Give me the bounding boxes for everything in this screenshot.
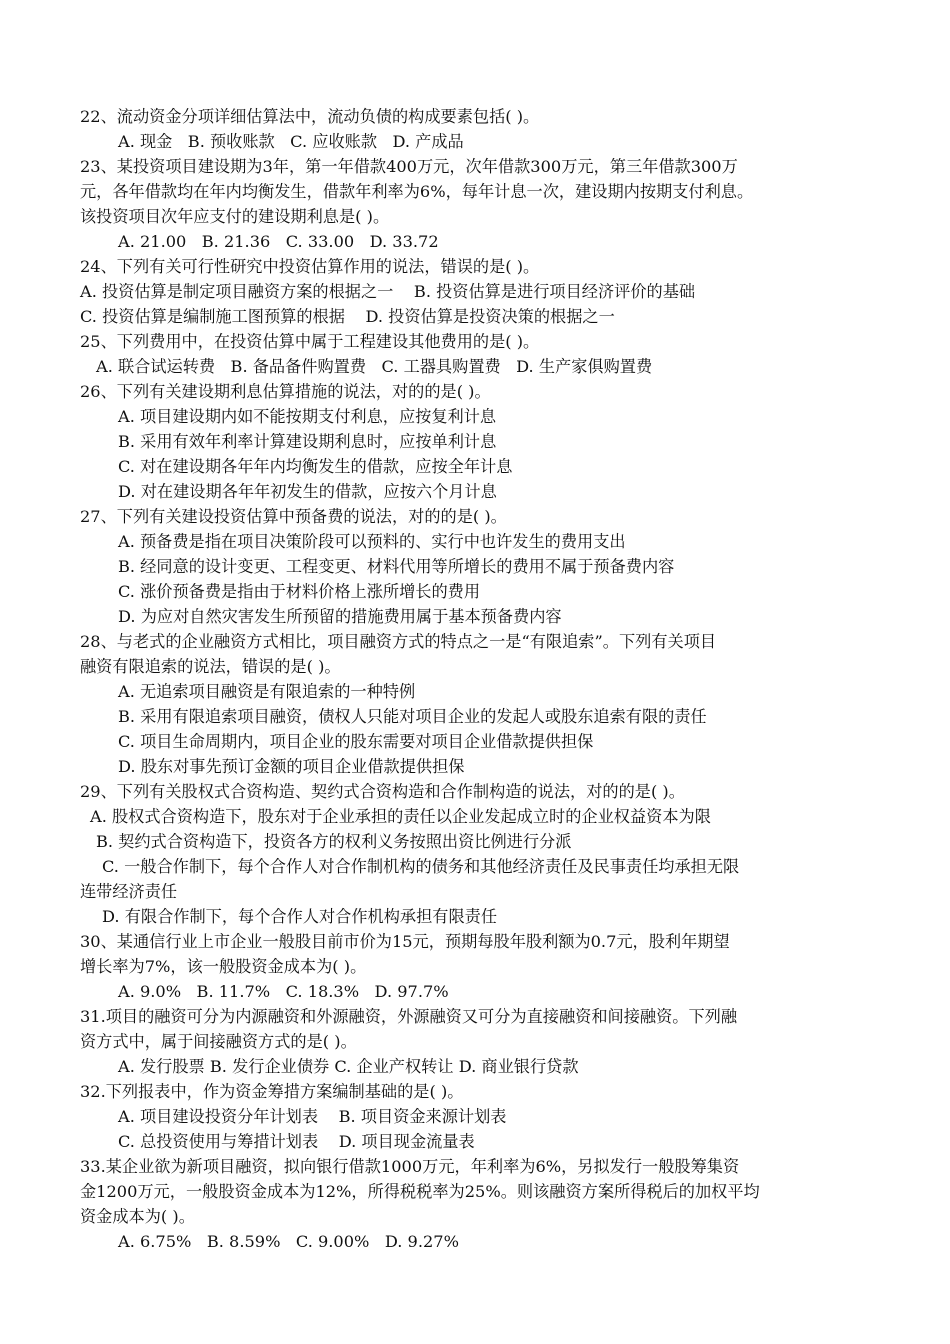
- text-line: A. 项目建设期内如不能按期支付利息，应按复利计息: [118, 407, 497, 426]
- text-line: 24、下列有关可行性研究中投资估算作用的说法，错误的是( )。: [80, 257, 540, 276]
- text-line: D. 股东对事先预订金额的项目企业借款提供担保: [118, 757, 465, 776]
- text-line: A. 21.00 B. 21.36 C. 33.00 D. 33.72: [118, 232, 439, 251]
- text-line: 26、下列有关建设期利息估算措施的说法，对的的是( )。: [80, 382, 491, 401]
- text-line: B. 采用有限追索项目融资，债权人只能对项目企业的发起人或股东追索有限的责任: [118, 707, 707, 726]
- text-line: C. 总投资使用与筹措计划表 D. 项目现金流量表: [118, 1132, 475, 1151]
- text-line: A. 投资估算是制定项目融资方案的根据之一 B. 投资估算是进行项目经济评价的基础: [80, 282, 696, 301]
- text-line: A. 发行股票 B. 发行企业债券 C. 企业产权转让 D. 商业银行贷款: [118, 1057, 579, 1076]
- text-line: 元，各年借款均在年内均衡发生，借款年利率为6%，每年计息一次，建设期内按期支付利息。: [80, 182, 754, 201]
- text-line: 28、与老式的企业融资方式相比，项目融资方式的特点之一是“有限追索”。下列有关项目: [80, 632, 717, 651]
- text-line: 金1200万元，一般股资金成本为12%，所得税税率为25%。则该融资方案所得税后的加权平均: [80, 1182, 760, 1201]
- text-line: A. 预备费是指在项目决策阶段可以预料的、实行中也许发生的费用支出: [118, 532, 626, 551]
- text-line: 27、下列有关建设投资估算中预备费的说法，对的的是( )。: [80, 507, 507, 526]
- text-line: 29、下列有关股权式合资构造、契约式合资构造和合作制构造的说法，对的的是( )。: [80, 782, 685, 801]
- text-line: A. 项目建设投资分年计划表 B. 项目资金来源计划表: [118, 1107, 507, 1126]
- text-line: A. 联合试运转费 B. 备品备件购置费 C. 工器具购置费 D. 生产家俱购置费: [96, 357, 653, 376]
- text-line: 23、某投资项目建设期为3年，第一年借款400万元，次年借款300万元，第三年借款300万: [80, 157, 738, 176]
- text-line: C. 项目生命周期内，项目企业的股东需要对项目企业借款提供担保: [118, 732, 594, 751]
- text-line: D. 对在建设期各年年初发生的借款，应按六个月计息: [118, 482, 497, 501]
- text-line: 32.下列报表中，作为资金筹措方案编制基础的是( )。: [80, 1082, 464, 1101]
- text-line: A. 9.0% B. 11.7% C. 18.3% D. 97.7%: [118, 982, 449, 1001]
- text-line: B. 契约式合资构造下，投资各方的权利义务按照出资比例进行分派: [96, 832, 572, 851]
- text-line: 25、下列费用中，在投资估算中属于工程建设其他费用的是( )。: [80, 332, 540, 351]
- text-line: A. 现金 B. 预收账款 C. 应收账款 D. 产成品: [118, 132, 464, 151]
- text-line: D. 有限合作制下，每个合作人对合作机构承担有限责任: [102, 907, 498, 926]
- text-line: 连带经济责任: [80, 882, 178, 901]
- text-line: 31.项目的融资可分为内源融资和外源融资，外源融资又可分为直接融资和间接融资。下列融: [80, 1007, 738, 1026]
- text-line: A. 6.75% B. 8.59% C. 9.00% D. 9.27%: [118, 1232, 459, 1251]
- text-line: 融资有限追索的说法，错误的是( )。: [80, 657, 341, 676]
- text-line: 该投资项目次年应支付的建设期利息是( )。: [80, 207, 390, 226]
- text-line: B. 采用有效年利率计算建设期利息时，应按单利计息: [118, 432, 497, 451]
- text-line: 33.某企业欲为新项目融资，拟向银行借款1000万元，年利率为6%，另拟发行一般股筹集资: [80, 1157, 740, 1176]
- text-line: C. 投资估算是编制施工图预算的根据 D. 投资估算是投资决策的根据之一: [80, 307, 615, 326]
- text-line: 增长率为7%，该一般股资金成本为( )。: [80, 957, 367, 976]
- text-line: 资方式中，属于间接融资方式的是( )。: [80, 1032, 357, 1051]
- text-line: 22、流动资金分项详细估算法中，流动负债的构成要素包括( )。: [80, 107, 540, 126]
- text-line: 资金成本为( )。: [80, 1207, 195, 1226]
- text-line: 30、某通信行业上市企业一般股目前市价为15元，预期每股年股利额为0.7元，股利年期望: [80, 932, 730, 951]
- text-line: C. 涨价预备费是指由于材料价格上涨所增长的费用: [118, 582, 481, 601]
- text-line: B. 经同意的设计变更、工程变更、材料代用等所增长的费用不属于预备费内容: [118, 557, 675, 576]
- text-line: D. 为应对自然灾害发生所预留的措施费用属于基本预备费内容: [118, 607, 562, 626]
- text-line: C. 一般合作制下，每个合作人对合作制机构的债务和其他经济责任及民事责任均承担无限: [102, 857, 740, 876]
- text-line: A. 股权式合资构造下，股东对于企业承担的责任以企业发起成立时的企业权益资本为限: [90, 807, 711, 826]
- text-line: C. 对在建设期各年年内均衡发生的借款，应按全年计息: [118, 457, 513, 476]
- text-line: A. 无追索项目融资是有限追索的一种特例: [118, 682, 416, 701]
